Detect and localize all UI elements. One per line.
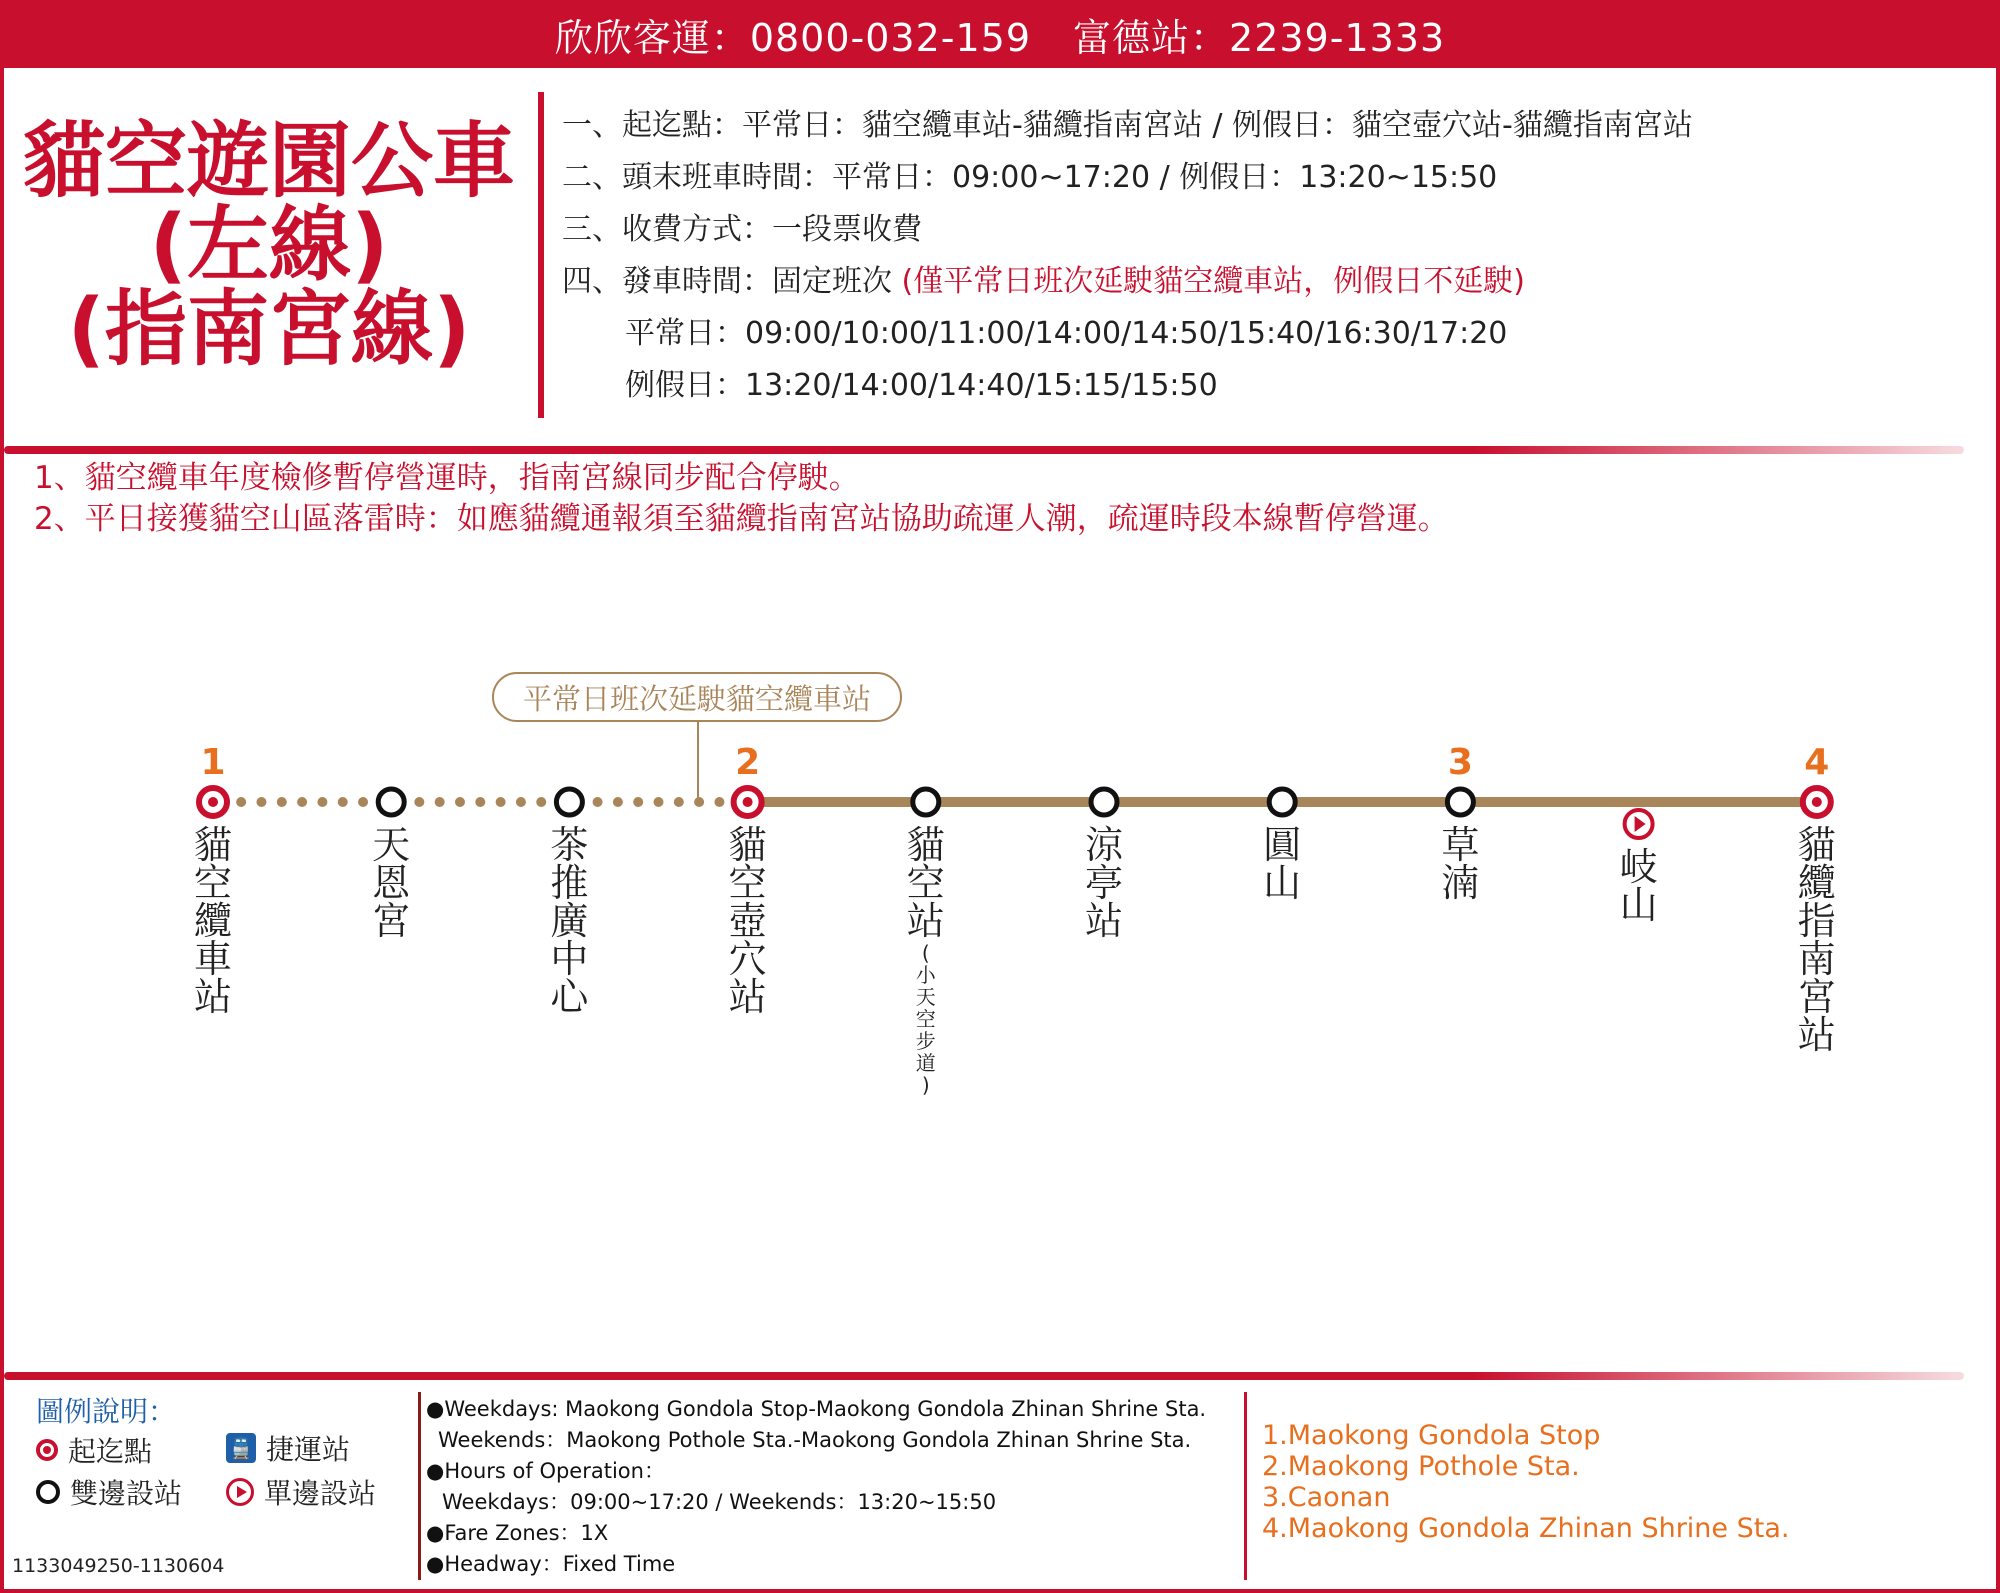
route-stop-marker bbox=[556, 789, 582, 815]
stop-name: 岐 山 bbox=[1619, 845, 1658, 927]
legend-both-label: 雙邊設站 bbox=[70, 1477, 183, 1510]
info-departure-note: (僅平常日班次延駛貓空纜車站，例假日不延駛) bbox=[901, 264, 1525, 299]
route-stop-marker bbox=[1625, 810, 1653, 838]
company-phone: 欣欣客運：0800-032-159 bbox=[554, 15, 1032, 60]
route-dot bbox=[435, 797, 445, 807]
route-dot bbox=[694, 797, 704, 807]
route-map bbox=[0, 740, 2000, 860]
route-dot bbox=[654, 797, 664, 807]
route-stop-marker bbox=[1269, 789, 1295, 815]
info-endpoints: 一、起迄點：平常日：貓空纜車站-貓纜指南宮站 / 例假日：貓空壺穴站-貓纜指南宮站 bbox=[562, 108, 1693, 143]
stop-name: 貓 空 纜 車 站 bbox=[193, 823, 232, 1019]
route-dot bbox=[633, 797, 643, 807]
route-dot bbox=[714, 797, 724, 807]
metro-icon: 🚆 bbox=[226, 1433, 256, 1463]
english-hours-label: ●Hours of Operation： bbox=[426, 1459, 665, 1483]
legend-metro-label: 捷運站 bbox=[266, 1433, 351, 1466]
note-2: 2、平日接獲貓空山區落雷時：如應貓纜通報須至貓纜指南宮站協助疏運人潮，疏運時段本線暫停營運。 bbox=[34, 501, 1449, 537]
route-title-line-name: (指南宮線) bbox=[67, 282, 471, 377]
english-fare: ●Fare Zones：1X bbox=[426, 1521, 609, 1545]
stop-name: 茶 推 廣 中 心 bbox=[550, 823, 589, 1019]
route-dot bbox=[613, 797, 623, 807]
route-dot bbox=[338, 797, 348, 807]
route-dot bbox=[414, 797, 424, 807]
stop-name: 天 恩 宮 bbox=[372, 823, 411, 943]
stop-number: 1 bbox=[200, 742, 226, 783]
route-stop-marker bbox=[1803, 788, 1831, 816]
single-side-stop-icon bbox=[226, 1478, 254, 1506]
legend-start bbox=[36, 1430, 152, 1470]
both-sides-stop-icon bbox=[36, 1480, 60, 1504]
route-stop-marker bbox=[1447, 789, 1473, 815]
legend-start-label: 起迄點 bbox=[68, 1435, 153, 1468]
legend-single bbox=[226, 1472, 376, 1512]
legend-divider bbox=[418, 1392, 421, 1580]
station-phone: 富德站：2239-1333 bbox=[1073, 15, 1446, 60]
stop-name: 草 湳 bbox=[1441, 823, 1480, 905]
route-dot bbox=[256, 797, 266, 807]
route-stop-marker bbox=[1091, 789, 1117, 815]
route-dot bbox=[317, 797, 327, 807]
section-divider-top bbox=[4, 446, 1964, 454]
legend-metro bbox=[226, 1428, 350, 1468]
route-title-main: 貓空遊園公車 bbox=[22, 114, 515, 209]
english-station-2: 2.Maokong Pothole Sta. bbox=[1262, 1451, 1580, 1482]
english-station-1: 1.Maokong Gondola Stop bbox=[1262, 1420, 1601, 1451]
route-dot bbox=[516, 797, 526, 807]
document-id: 1133049250-1130604 bbox=[12, 1555, 225, 1577]
info-fare: 三、收費方式：一段票收費 bbox=[562, 212, 922, 247]
route-stop-marker bbox=[378, 789, 404, 815]
stop-name: 涼 亭 站 bbox=[1084, 823, 1123, 943]
stop-number: 2 bbox=[735, 742, 761, 783]
english-info bbox=[426, 1394, 1206, 1580]
title-divider bbox=[538, 92, 544, 418]
route-dot bbox=[536, 797, 546, 807]
legend-both bbox=[36, 1472, 182, 1512]
info-departure bbox=[562, 256, 1693, 308]
stop-subname: ( 小 天 空 步 道 ) bbox=[915, 941, 936, 1097]
route-title bbox=[14, 114, 524, 377]
route-dot bbox=[455, 797, 465, 807]
route-dot bbox=[496, 797, 506, 807]
info-holiday-times: 例假日：13:20/14:00/14:40/15:15/15:50 bbox=[625, 368, 1218, 403]
english-headway: ●Headway：Fixed Time bbox=[426, 1552, 676, 1576]
english-station-4: 4.Maokong Gondola Zhinan Shrine Sta. bbox=[1262, 1513, 1790, 1544]
route-dot bbox=[277, 797, 287, 807]
route-dot bbox=[475, 797, 485, 807]
stop-name: 貓 空 站 ( 小 天 空 步 道 ) bbox=[901, 826, 951, 1096]
legend-title: 圖例說明： bbox=[36, 1395, 177, 1428]
note-1: 1、貓空纜車年度檢修暫停營運時，指南宮線同步配合停駛。 bbox=[34, 460, 860, 496]
service-notes bbox=[34, 458, 1449, 540]
stop-name: 圓 山 bbox=[1263, 823, 1302, 905]
route-stop-marker bbox=[913, 789, 939, 815]
route-dot bbox=[593, 797, 603, 807]
route-dot bbox=[297, 797, 307, 807]
stop-name: 貓 空 壺 穴 站 bbox=[728, 823, 767, 1019]
start-stop-icon bbox=[36, 1439, 58, 1461]
route-dot bbox=[358, 797, 368, 807]
english-weekdays: ●Weekdays: Maokong Gondola Stop-Maokong Gondola Zhinan Shrine Sta. bbox=[426, 1397, 1207, 1421]
route-title-direction: (左線) bbox=[149, 198, 389, 293]
stop-number: 3 bbox=[1447, 742, 1473, 783]
route-dot bbox=[674, 797, 684, 807]
route-dot bbox=[236, 797, 246, 807]
extension-callout: 平常日班次延駛貓空纜車站 bbox=[492, 672, 902, 722]
stop-name: 貓 纜 指 南 宮 站 bbox=[1797, 823, 1836, 1057]
service-info bbox=[562, 100, 1693, 412]
contact-bar bbox=[0, 0, 2000, 68]
route-stop-marker bbox=[199, 788, 227, 816]
stop-number: 4 bbox=[1804, 742, 1830, 783]
info-departure-label: 四、發車時間：固定班次 bbox=[562, 264, 892, 299]
section-divider-bottom bbox=[4, 1372, 1964, 1380]
english-station-list bbox=[1262, 1420, 1789, 1544]
legend-single-label: 單邊設站 bbox=[264, 1477, 377, 1510]
info-weekday-times: 平常日：09:00/10:00/11:00/14:00/14:50/15:40/16:30/17:20 bbox=[625, 316, 1508, 351]
info-hours: 二、頭末班車時間：平常日：09:00~17:20 / 例假日：13:20~15:50 bbox=[562, 160, 1498, 195]
english-hours: Weekdays：09:00~17:20 / Weekends：13:20~15:50 bbox=[442, 1490, 997, 1514]
english-station-3: 3.Caonan bbox=[1262, 1482, 1391, 1513]
english-weekends: Weekends：Maokong Pothole Sta.-Maokong Gondola Zhinan Shrine Sta. bbox=[438, 1428, 1192, 1452]
english-divider bbox=[1244, 1392, 1247, 1580]
route-stop-marker bbox=[734, 788, 762, 816]
